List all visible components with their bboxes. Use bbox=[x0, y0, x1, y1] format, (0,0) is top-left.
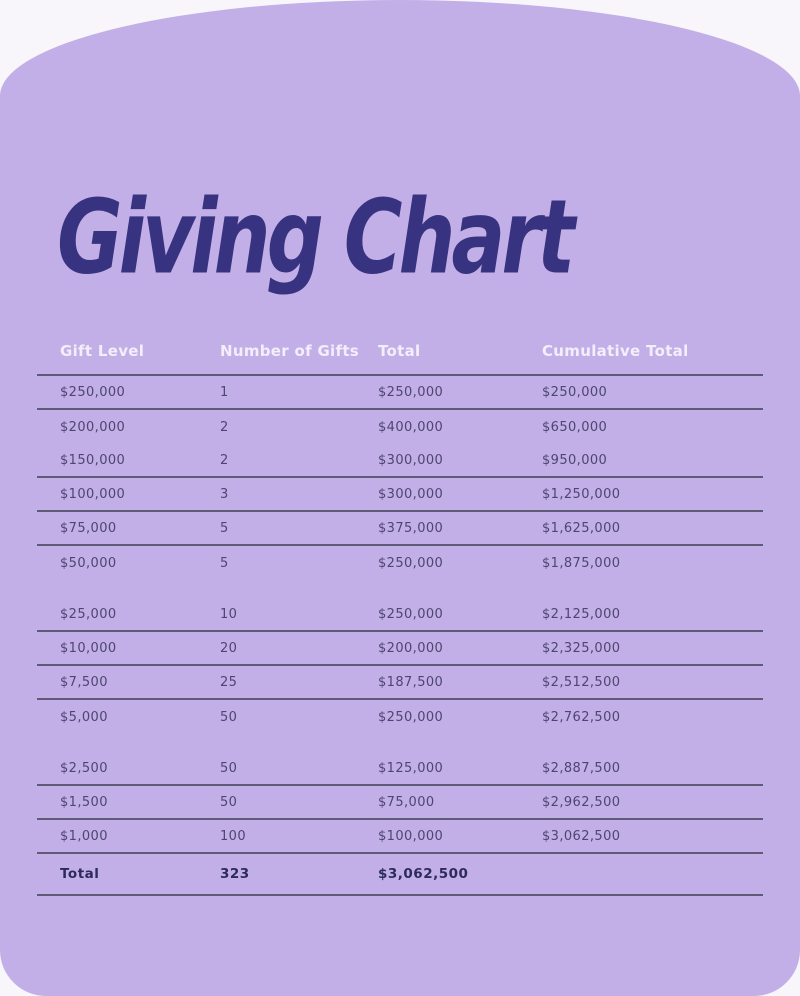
giving-table bbox=[37, 328, 763, 896]
page-title: Giving Chart bbox=[57, 178, 572, 298]
cell-number-of-gifts: 50 bbox=[220, 709, 238, 725]
header-number-of-gifts: Number of Gifts bbox=[220, 342, 360, 360]
cell-number-of-gifts: 5 bbox=[220, 520, 229, 536]
cell-number-of-gifts: 2 bbox=[220, 419, 229, 435]
cell-cumulative-total: $650,000 bbox=[542, 419, 608, 435]
cell-cumulative-total: $2,762,500 bbox=[542, 709, 621, 725]
cell-number-of-gifts: 1 bbox=[220, 384, 229, 400]
cell-cumulative-total: $1,250,000 bbox=[542, 486, 621, 502]
table-row bbox=[37, 700, 763, 734]
cell-number-of-gifts: 20 bbox=[220, 640, 238, 656]
table-row bbox=[37, 820, 763, 854]
table-row bbox=[37, 512, 763, 546]
cell-number-of-gifts: 100 bbox=[220, 828, 247, 844]
cell-gift-level: $1,000 bbox=[60, 828, 108, 844]
cell-gift-level: $1,500 bbox=[60, 794, 108, 810]
table-total-row bbox=[37, 854, 763, 896]
cell-total: $187,500 bbox=[378, 674, 444, 690]
table-row bbox=[37, 478, 763, 512]
cell-gift-level: $200,000 bbox=[60, 419, 126, 435]
cell-gift-level: $150,000 bbox=[60, 452, 126, 468]
cell-cumulative-total: $2,887,500 bbox=[542, 760, 621, 776]
cell-number-of-gifts: 5 bbox=[220, 555, 229, 571]
cell-number-of-gifts: 50 bbox=[220, 760, 238, 776]
table-row bbox=[37, 734, 763, 786]
cell-total: $250,000 bbox=[378, 555, 444, 571]
header-gift-level: Gift Level bbox=[60, 342, 145, 360]
table-row bbox=[37, 376, 763, 410]
cell-number-of-gifts: 10 bbox=[220, 606, 238, 622]
cell-gift-level: $50,000 bbox=[60, 555, 117, 571]
cell-number-of-gifts: 2 bbox=[220, 452, 229, 468]
cell-gift-level: $7,500 bbox=[60, 674, 108, 690]
header-total: Total bbox=[378, 342, 421, 360]
table-row bbox=[37, 410, 763, 444]
cell-gift-level: $250,000 bbox=[60, 384, 126, 400]
cell-cumulative-total: $3,062,500 bbox=[542, 828, 621, 844]
total-label: Total bbox=[60, 866, 100, 882]
cell-total: $75,000 bbox=[378, 794, 435, 810]
total-number-of-gifts: 323 bbox=[220, 866, 250, 882]
cell-number-of-gifts: 3 bbox=[220, 486, 229, 502]
cell-total: $250,000 bbox=[378, 606, 444, 622]
table-row bbox=[37, 580, 763, 632]
header-cumulative-total: Cumulative Total bbox=[542, 342, 689, 360]
cell-cumulative-total: $2,325,000 bbox=[542, 640, 621, 656]
table-row bbox=[37, 666, 763, 700]
cell-cumulative-total: $950,000 bbox=[542, 452, 608, 468]
cell-gift-level: $25,000 bbox=[60, 606, 117, 622]
cell-cumulative-total: $1,875,000 bbox=[542, 555, 621, 571]
cell-total: $375,000 bbox=[378, 520, 444, 536]
table-row bbox=[37, 632, 763, 666]
cell-total: $400,000 bbox=[378, 419, 444, 435]
table-body bbox=[37, 376, 763, 854]
table-row bbox=[37, 444, 763, 478]
cell-total: $125,000 bbox=[378, 760, 444, 776]
cell-number-of-gifts: 50 bbox=[220, 794, 238, 810]
cell-gift-level: $10,000 bbox=[60, 640, 117, 656]
cell-gift-level: $100,000 bbox=[60, 486, 126, 502]
cell-total: $200,000 bbox=[378, 640, 444, 656]
cell-cumulative-total: $1,625,000 bbox=[542, 520, 621, 536]
cell-cumulative-total: $2,125,000 bbox=[542, 606, 621, 622]
cell-total: $100,000 bbox=[378, 828, 444, 844]
cell-gift-level: $2,500 bbox=[60, 760, 108, 776]
cell-total: $250,000 bbox=[378, 709, 444, 725]
table-header-row bbox=[37, 328, 763, 376]
table-row bbox=[37, 786, 763, 820]
cell-gift-level: $75,000 bbox=[60, 520, 117, 536]
cell-cumulative-total: $2,962,500 bbox=[542, 794, 621, 810]
table-row bbox=[37, 546, 763, 580]
cell-total: $300,000 bbox=[378, 452, 444, 468]
cell-total: $250,000 bbox=[378, 384, 444, 400]
cell-cumulative-total: $250,000 bbox=[542, 384, 608, 400]
cell-number-of-gifts: 25 bbox=[220, 674, 238, 690]
cell-cumulative-total: $2,512,500 bbox=[542, 674, 621, 690]
cell-total: $300,000 bbox=[378, 486, 444, 502]
cell-gift-level: $5,000 bbox=[60, 709, 108, 725]
total-amount: $3,062,500 bbox=[378, 866, 469, 882]
